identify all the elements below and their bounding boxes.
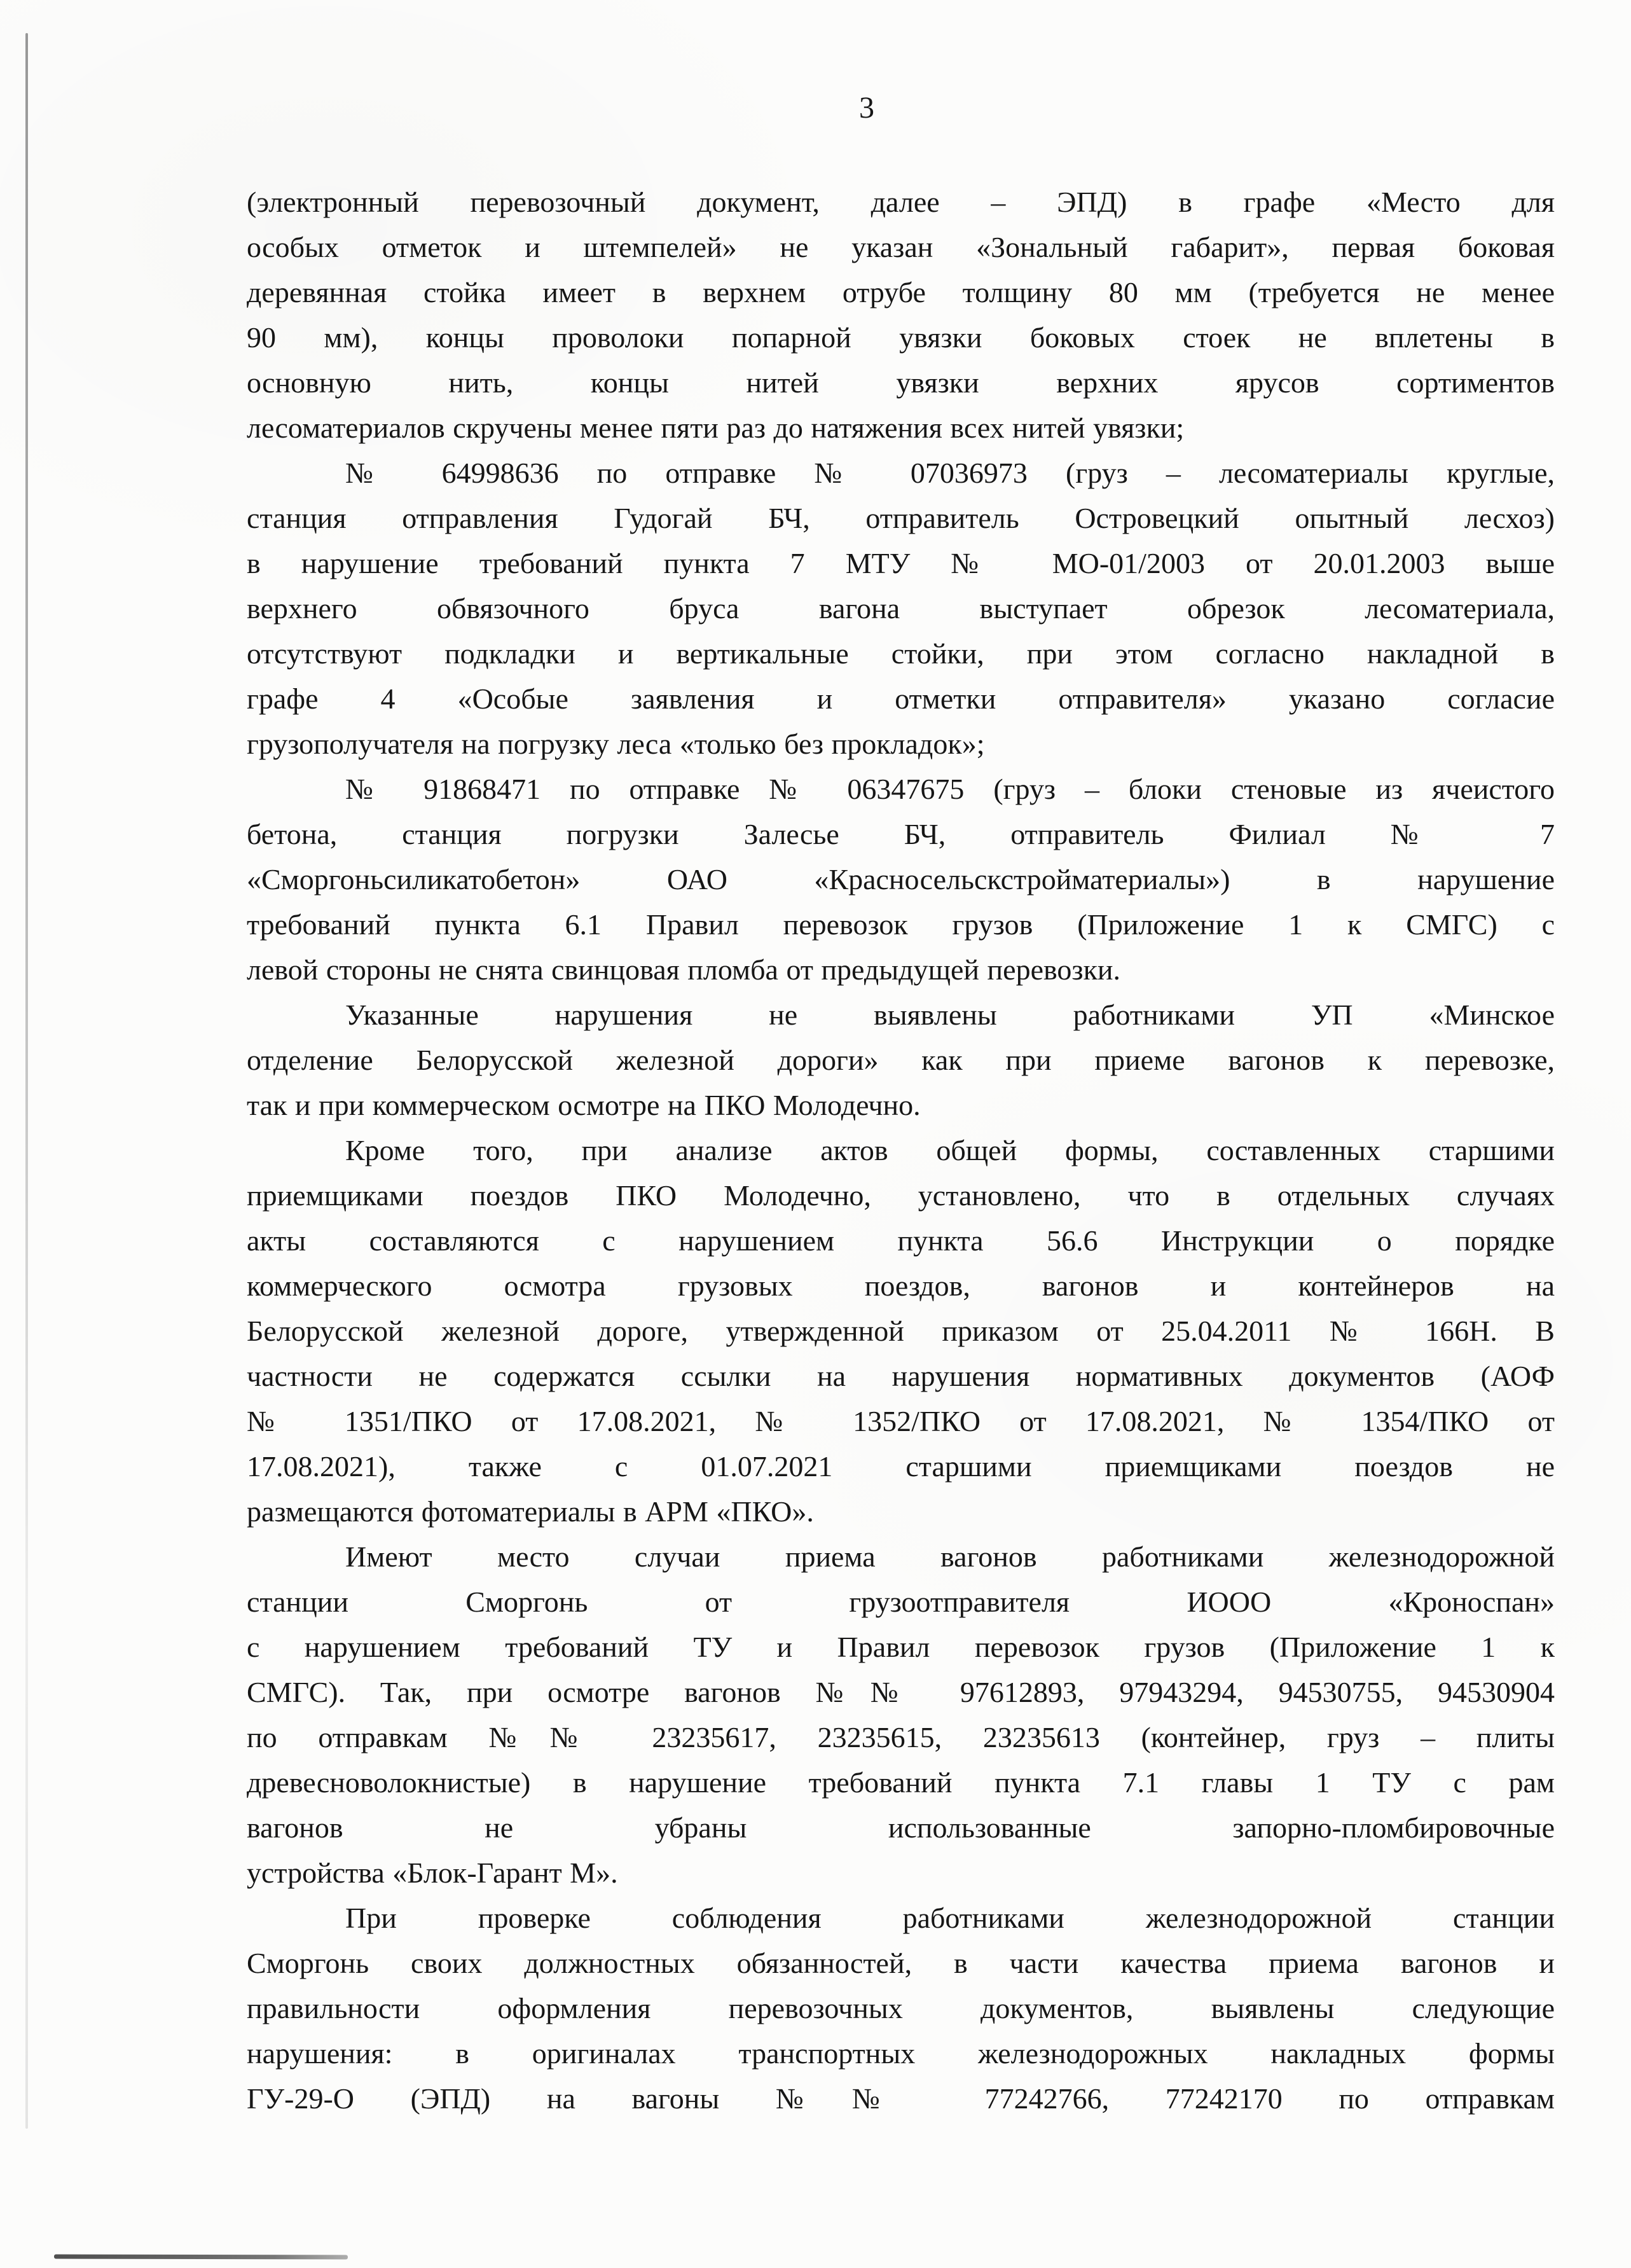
paragraph [247, 1128, 1555, 1534]
text-line: нарушения: в оригиналах транспортных железнодорожных накладных формы [247, 2037, 1555, 2070]
text-line: графе 4 «Особые заявления и отметки отправителя» указано согласие [247, 682, 1555, 715]
text-line: древесноволокнистые) в нарушение требований пункта 7.1 главы 1 ТУ с рам [247, 1766, 1555, 1799]
text-line: устройства «Блок-Гарант М». [247, 1857, 618, 1889]
text-line: с нарушением требований ТУ и Правил перевозок грузов (Приложение 1 к [247, 1631, 1555, 1663]
text-line: 90 мм), концы проволоки попарной увязки боковых стоек не вплетены в [247, 321, 1555, 354]
text-line: Указанные нарушения не выявлены работниками УП «Минское [345, 999, 1555, 1031]
text-line: отделение Белорусской железной дороги» как при приеме вагонов к перевозке, [247, 1044, 1555, 1076]
text-line: вагонов не убраны использованные запорно-пломбировочные [247, 1811, 1555, 1844]
text-line: отсутствуют подкладки и вертикальные стойки, при этом согласно накладной в [247, 637, 1555, 670]
scan-bottom-line-artifact [54, 2255, 348, 2260]
paragraph [247, 1895, 1555, 2121]
text-line: «Сморгоньсиликатобетон» ОАО «Красносельскстройматериалы») в нарушение [247, 863, 1555, 895]
text-line: При проверке соблюдения работниками железнодорожной станции [345, 1902, 1555, 1934]
text-line: коммерческого осмотра грузовых поездов, вагонов и контейнеров на [247, 1269, 1555, 1302]
text-line: станции Сморгонь от грузоотправителя ИООО «Кроноспан» [247, 1586, 1555, 1618]
text-line: 17.08.2021), также с 01.07.2021 старшими приемщиками поездов не [247, 1450, 1555, 1483]
text-line: акты составляются с нарушением пункта 56.6 Инструкции о порядке [247, 1224, 1555, 1257]
page-number: 3 [859, 91, 874, 125]
text-line: Имеют место случаи приема вагонов работниками железнодорожной [345, 1540, 1555, 1573]
text-line: правильности оформления перевозочных документов, выявлены следующие [247, 1992, 1555, 2024]
paragraph [247, 766, 1555, 992]
text-line: приемщиками поездов ПКО Молодечно, установлено, что в отдельных случаях [247, 1179, 1555, 1212]
text-line: частности не содержатся ссылки на нарушения нормативных документов (АОФ [247, 1360, 1555, 1392]
text-line: лесоматериалов скручены менее пяти раз до натяжения всех нитей увязки; [247, 411, 1185, 444]
paragraph [247, 450, 1555, 766]
text-line: (электронный перевозочный документ, далее – ЭПД) в графе «Место для [247, 186, 1555, 218]
text-line: № 64998636 по отправке № 07036973 (груз – лесоматериалы круглые, [345, 457, 1555, 489]
text-line: по отправкам №№ 23235617, 23235615, 23235613 (контейнер, груз – плиты [247, 1721, 1555, 1753]
text-line: СМГС). Так, при осмотре вагонов №№ 97612893, 97943294, 94530755, 94530904 [247, 1676, 1555, 1708]
text-line: размещаются фотоматериалы в АРМ «ПКО». [247, 1495, 814, 1528]
text-line: бетона, станция погрузки Залесье БЧ, отправитель Филиал № 7 [247, 818, 1555, 850]
text-line: грузополучателя на погрузку леса «только без прокладок»; [247, 728, 985, 760]
text-line: деревянная стойка имеет в верхнем отрубе толщину 80 мм (требуется не менее [247, 276, 1555, 308]
paragraph [247, 992, 1555, 1128]
text-line: Белорусской железной дороге, утвержденной приказом от 25.04.2011 № 166Н. В [247, 1315, 1555, 1347]
paragraph [247, 1534, 1555, 1895]
paragraph [247, 179, 1555, 450]
text-line: ГУ-29-О (ЭПД) на вагоны №№ 77242766, 77242170 по отправкам [247, 2082, 1555, 2115]
text-line: требований пункта 6.1 Правил перевозок грузов (Приложение 1 к СМГС) с [247, 908, 1555, 941]
text-line: Кроме того, при анализе актов общей формы, составленных старшими [345, 1134, 1555, 1166]
text-line: так и при коммерческом осмотре на ПКО Молодечно. [247, 1089, 921, 1121]
text-line: верхнего обвязочного бруса вагона выступает обрезок лесоматериала, [247, 592, 1555, 625]
text-line: левой стороны не снята свинцовая пломба от предыдущей перевозки. [247, 953, 1121, 986]
text-line: особых отметок и штемпелей» не указан «Зональный габарит», первая боковая [247, 231, 1555, 263]
text-line: № 1351/ПКО от 17.08.2021, № 1352/ПКО от 17.08.2021, № 1354/ПКО от [247, 1405, 1555, 1437]
text-line: в нарушение требований пункта 7 МТУ № МО-01/2003 от 20.01.2003 выше [247, 547, 1555, 579]
text-line: Сморгонь своих должностных обязанностей, в части качества приема вагонов и [247, 1947, 1555, 1979]
text-line: основную нить, концы нитей увязки верхних ярусов сортиментов [247, 366, 1555, 399]
document-body [247, 179, 1555, 2121]
scan-vertical-line-artifact [25, 33, 28, 2129]
text-line: станция отправления Гудогай БЧ, отправитель Островецкий опытный лесхоз) [247, 502, 1555, 534]
text-line: № 91868471 по отправке № 06347675 (груз – блоки стеновые из ячеистого [345, 773, 1555, 805]
